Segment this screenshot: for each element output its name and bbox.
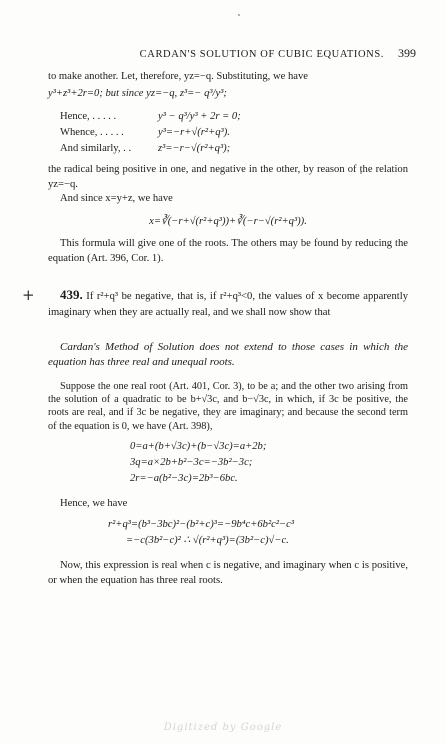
equation: z³=−r−√(r²+q³); [158,143,231,154]
page-body [48,70,408,266]
equation: y³=−r+√(r²+q³). [158,127,230,138]
equation-row [48,109,408,125]
paragraph: Suppose the one real root (Art. 401, Cor. 3), to be a; and the other two arising from the solution of a quadratic to be b+√3c, and b−√3c, in which, if 3c be positive, the roots are real, and if 3c be negative, they are imaginary; and because the second term of the equation is 0, we have (Art. 398), [48,381,408,432]
paragraph: the radical being positive in one, and negative in the other, by reason of the relation yz=−q. [48,164,408,190]
equation: x=∛(−r+√(r²+q³))+∛(−r−√(r²+q³)). [149,215,307,227]
header-title: CARDAN'S SOLUTION OF CUBIC EQUATIONS. [139,49,384,60]
page-number: 399 [398,46,416,60]
theorem-statement: Cardan's Method of Solution does not extend to those cases in which the equation has three real and unequal roots. [48,341,408,368]
article-text: If r²+q³ be negative, that is, if r²+q³<0, the values of x become apparently imaginary when they are actually real, and we shall now show that [48,291,408,318]
article-number: 439. [60,287,83,302]
article-paragraph [48,287,408,320]
speck [238,14,240,16]
equation-block [48,109,408,157]
equation-row [48,141,408,157]
equation-row [48,125,408,141]
equation-block [130,439,408,487]
equation: 2r=−a(b²−3c)=2b³−6bc. [130,472,238,484]
equation: 3q=a×2b+b²−3c=−3b²−3c; [130,456,253,468]
equation: r²+q³=(b³−3bc)²−(b²+c)³=−9b⁴c+6b²c²−c³ [108,519,295,531]
paragraph: Hence, we have [60,497,128,509]
equation-block [108,517,408,549]
equation: y³ − q³/y³ + 2r = 0; [158,111,241,122]
article-section [48,287,408,588]
equation-label: Whence, . . . . . [60,127,124,138]
equation-label: And similarly, . . [60,143,132,154]
margin-mark: + [22,286,35,304]
equation-line: y³+z³+2r=0; but since yz=−q, z³=− q³/y³; [48,87,227,99]
paragraph: to make another. Let, therefore, yz=−q. Substituting, we have [48,71,308,82]
paragraph: And since x=y+z, we have [60,193,173,204]
equation-label: Hence, . . . . . [60,111,117,122]
equation: =−c(3b²−c)² ∴ √(r²+q³)=(3b²−c)√−c. [126,535,289,547]
equation: 0=a+(b+√3c)+(b−√3c)=a+2b; [130,440,267,452]
paragraph: This formula will give one of the roots. The others may be found by reducing the equation (Art. 396, Cor. 1). [48,238,408,264]
paragraph: Now, this expression is real when c is negative, and imaginary when c is positive, or when the equation has three real roots. [48,560,408,586]
watermark: Digitized by Google [163,722,283,733]
running-header [40,46,416,61]
